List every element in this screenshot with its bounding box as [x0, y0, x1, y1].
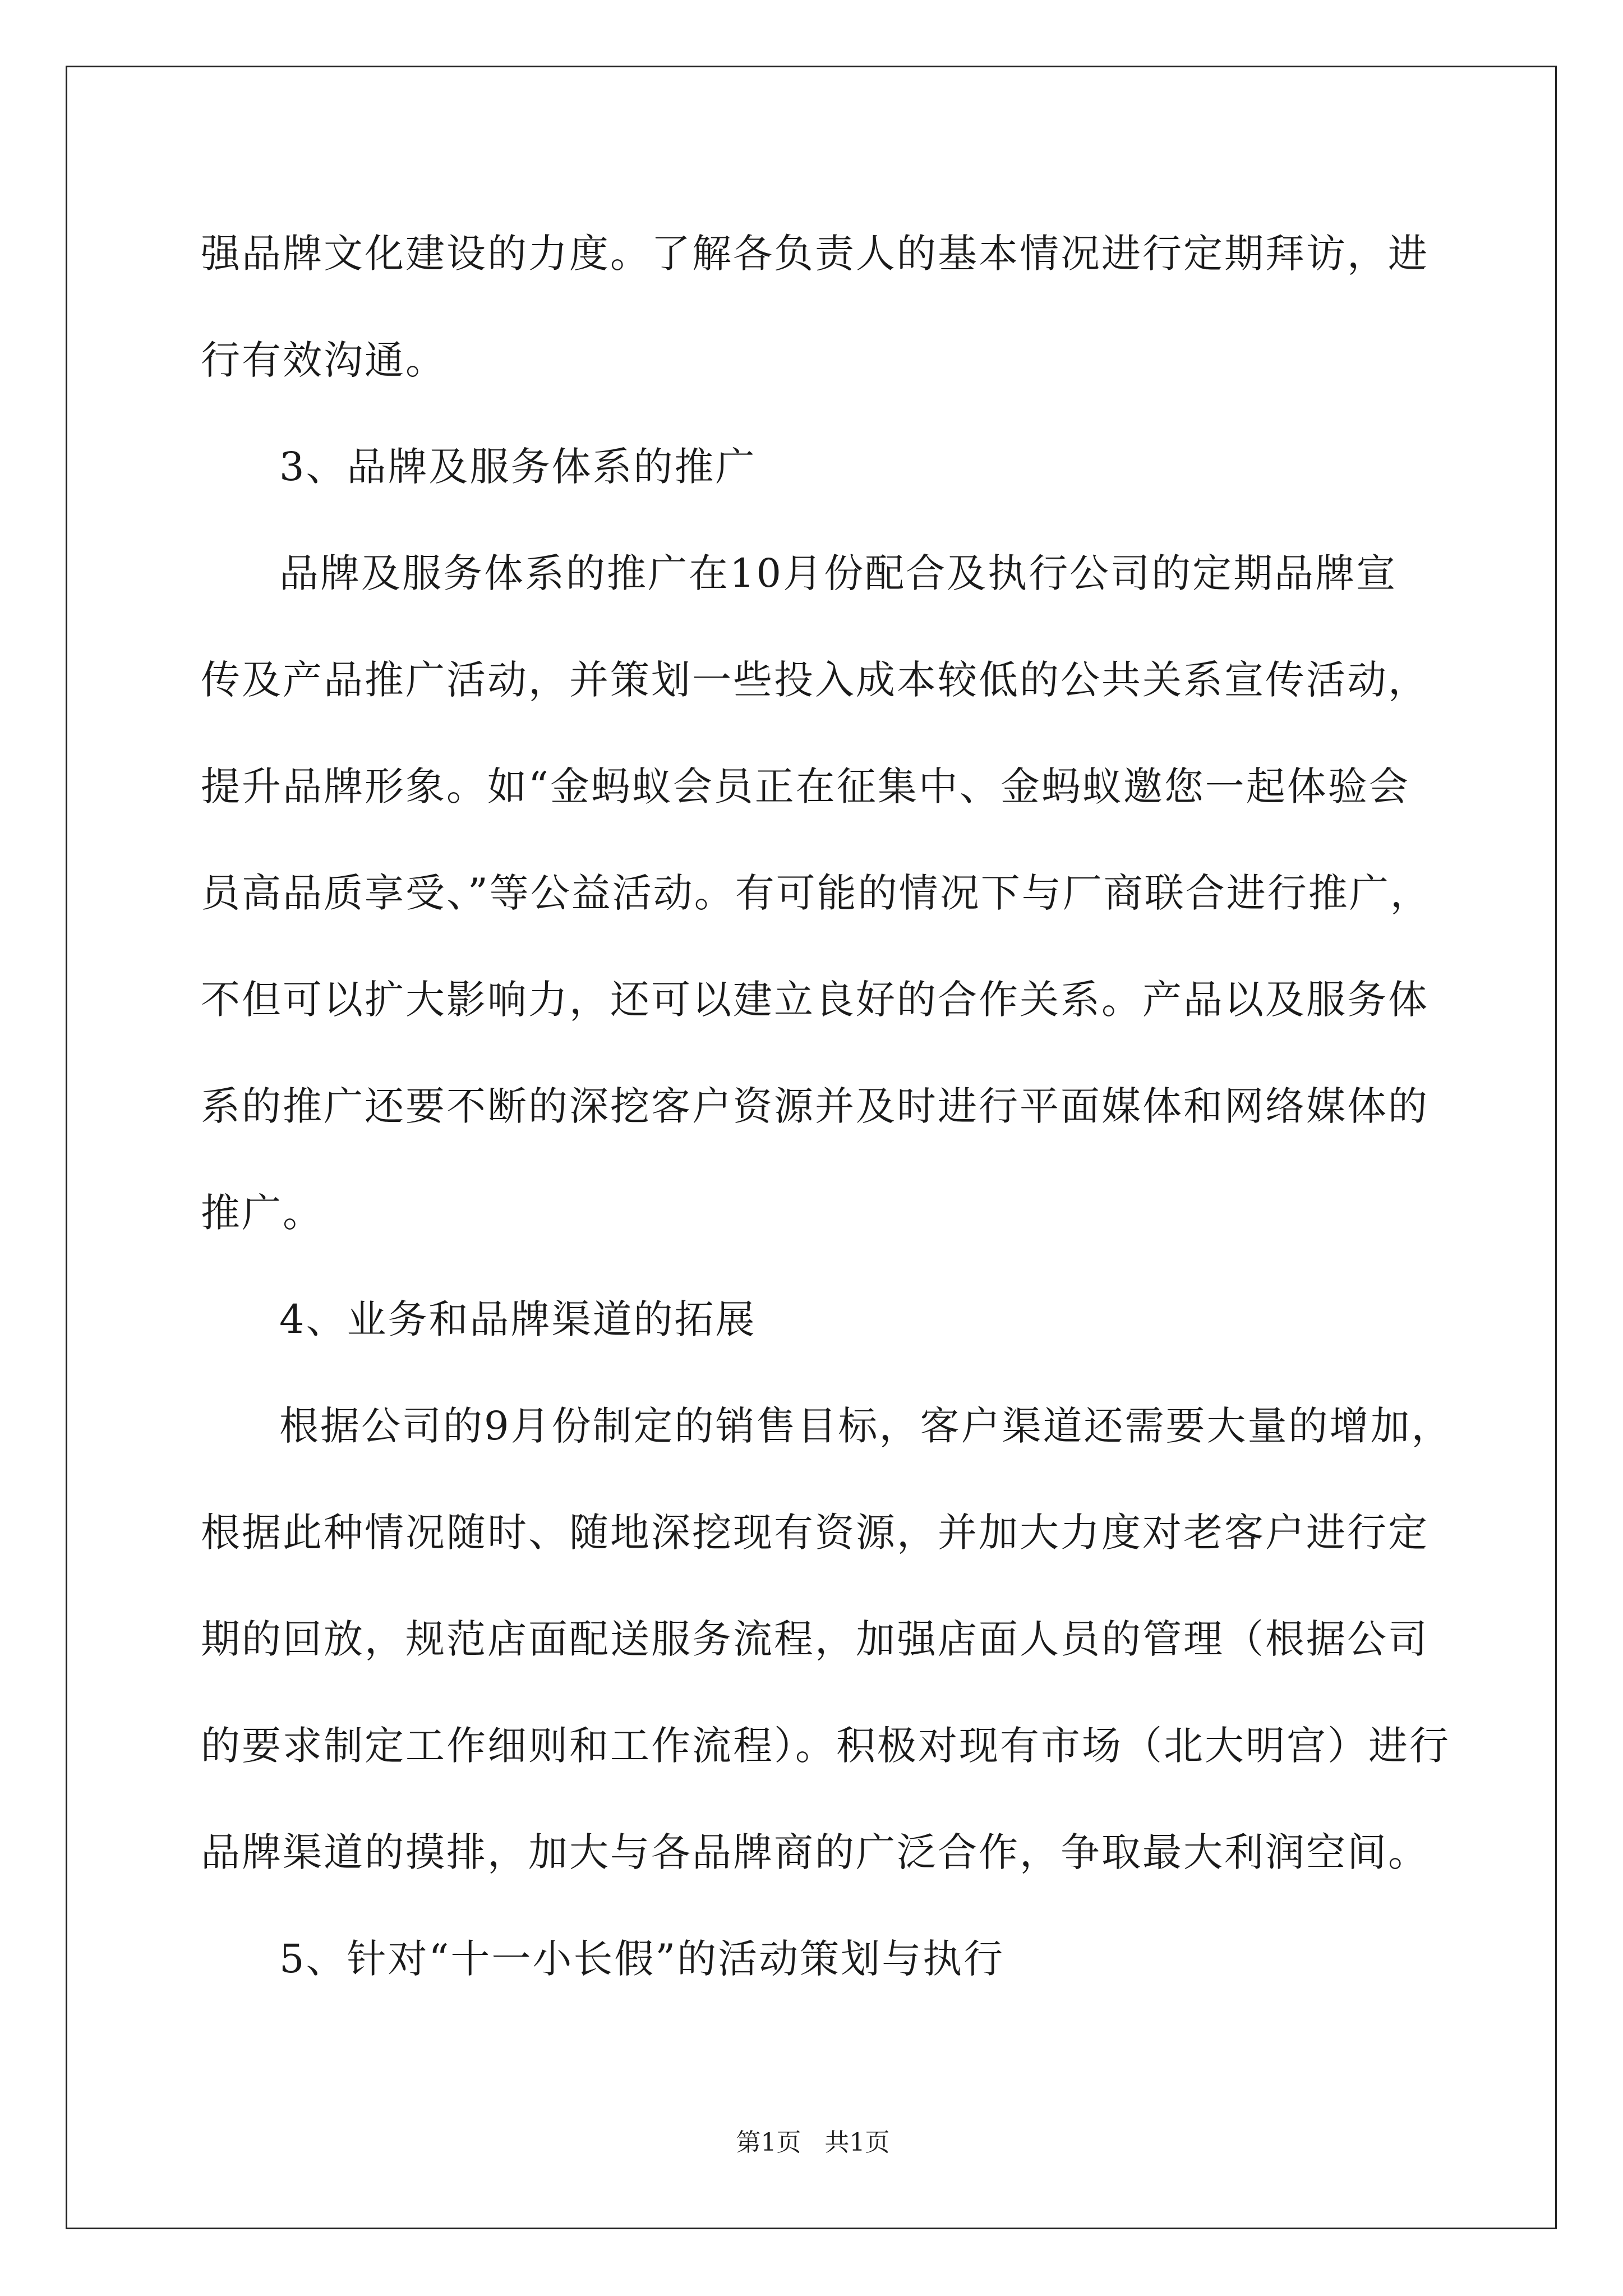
- body-line: 提升品牌形象。如“金蚂蚁会员正在征集中、金蚂蚁邀您一起体验会: [201, 763, 1410, 809]
- body-line: 品牌及服务体系的推广在10月份配合及执行公司的定期品牌宣: [279, 550, 1398, 596]
- body-line: 传及产品推广活动，并策划一些投入成本较低的公共关系宣传活动，: [201, 657, 1429, 703]
- section-heading: 5、针对“十一小长假”的活动策划与执行: [279, 1936, 1005, 1982]
- page-footer: 第1页 共1页: [736, 2128, 890, 2157]
- body-line: 系的推广还要不断的深挖客户资源并及时进行平面媒体和网络媒体的: [201, 1083, 1429, 1129]
- body-line: 推广。: [201, 1190, 324, 1236]
- body-line: 根据此种情况随时、随地深挖现有资源，并加大力度对老客户进行定: [201, 1510, 1429, 1556]
- body-line: 品牌渠道的摸排，加大与各品牌商的广泛合作，争取最大利润空间。: [201, 1829, 1429, 1875]
- page-frame: [66, 66, 1557, 2229]
- body-line: 根据公司的9月份制定的销售目标，客户渠道还需要大量的增加，: [279, 1403, 1453, 1449]
- section-heading: 3、品牌及服务体系的推广: [279, 444, 757, 490]
- body-line: 的要求制定工作细则和工作流程）。积极对现有市场（北大明宫）进行: [201, 1723, 1450, 1769]
- body-line: 行有效沟通。: [201, 337, 446, 383]
- body-line: 强品牌文化建设的力度。了解各负责人的基本情况进行定期拜访，进: [201, 231, 1429, 277]
- body-line: 不但可以扩大影响力，还可以建立良好的合作关系。产品以及服务体: [201, 977, 1429, 1023]
- body-line: 期的回放，规范店面配送服务流程，加强店面人员的管理（根据公司: [201, 1616, 1429, 1662]
- body-line: 员高品质享受、”等公益活动。有可能的情况下与厂商联合进行推广，: [201, 870, 1431, 916]
- section-heading: 4、业务和品牌渠道的拓展: [279, 1296, 757, 1342]
